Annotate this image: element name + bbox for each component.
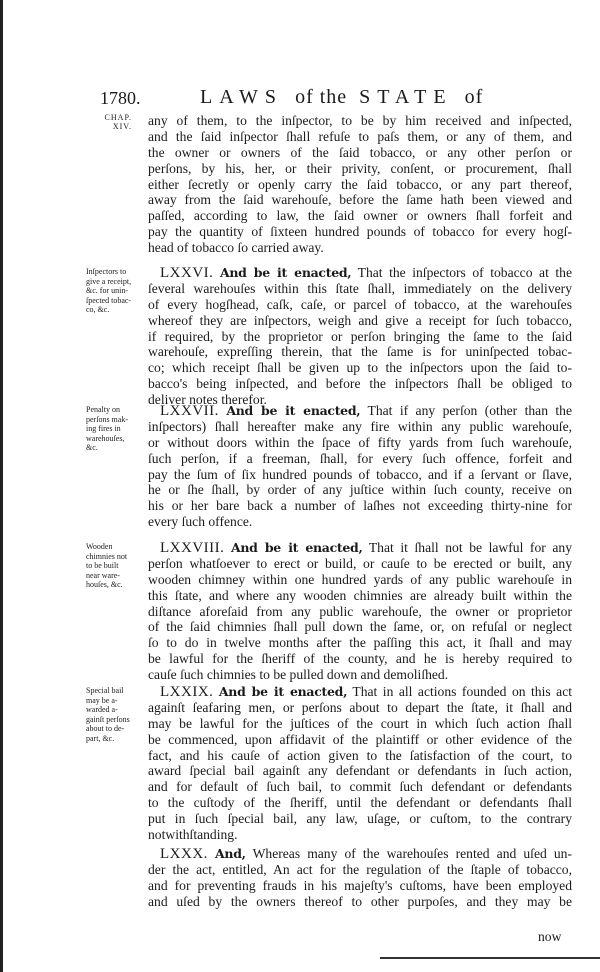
marginal-note-line: warded a- (86, 705, 118, 715)
section-text: That it ſhall not be lawful for any (368, 540, 572, 555)
text-line: to the cuſtody of the ſheriff, until the defendant or defendants ſhall (148, 795, 572, 811)
marginal-note-line: may be a- (86, 695, 118, 705)
marginal-note-line: gainſt perſons (86, 714, 130, 724)
text-line: award ſpecial bail againſt any defendant or defendants in ſuch action, (148, 763, 572, 779)
chapter-label (92, 113, 132, 131)
section-first-line (148, 265, 572, 281)
text-line: head of tobacco ſo carried away. (148, 240, 324, 256)
text-line: fact, and his cauſe of action given to the ſatisfaction of the court, to (148, 747, 572, 763)
marginal-note-line: Special bail (86, 686, 124, 695)
enacting-clause: And be it enacted, (219, 265, 352, 280)
text-line: whereof they are inſpectors, weigh and give a receipt for ſuch tobacco, (148, 312, 572, 328)
text-line: pay the quantity of ſixteen hundred pounds of tobacco for every hogſ- (148, 224, 572, 240)
text-line: of every hogſhead, caſk, caſe, or parcel of tobacco, at the warehouſes (148, 296, 572, 312)
text-line: ſeveral warehouſes within this ſtate ſhall, immediately on the delivery (148, 280, 572, 296)
text-line: warehouſe, expreſſing therein, that the ſame is for uninſpected tobac- (148, 344, 572, 360)
chapter-word: CHAP. (104, 113, 132, 122)
section-number: LXXVI. (160, 265, 214, 281)
text-line: ſuch perſon, if a freeman, ſhall, for every ſuch offence, forfeit and (148, 450, 572, 466)
text-line: paſſed, according to law, the ſaid owner or owners ſhall forfeit and (148, 208, 572, 224)
text-line: inſpectors) ſhall hereafter make any fire within any public warehouſe, (148, 418, 572, 434)
enacting-clause: And be it enacted, (231, 540, 363, 555)
text-line: and the ſaid inſpector ſhall refuſe to paſs them, or any of them, and (148, 128, 572, 144)
marginal-note-line: part, &c. (86, 733, 115, 743)
text-line: or without doors within the ſpace of fifty yards from ſuch warehouſe, (148, 434, 572, 450)
text-line: co; which receipt ſhall be given up to the inſpectors upon the ſaid to- (148, 360, 572, 376)
text-line: away from the ſaid warehouſe, before the ſame hath been viewed and (148, 192, 572, 208)
marginal-note-line: &c. for unin- (86, 286, 128, 296)
marginal-note-line: ſpected tobac- (86, 295, 132, 305)
section-first-line (148, 540, 572, 556)
text-line: either ſecretly or openly carry the ſaid tobacco, or any part thereof, (148, 176, 572, 192)
section-lxxvi (148, 265, 572, 408)
marginal-note (86, 686, 148, 744)
marginal-note-line: chimnies not (86, 551, 128, 561)
enacting-clause: And, (215, 846, 246, 861)
enacting-clause: And be it enacted, (226, 403, 361, 418)
marginal-note-line: &c. (86, 443, 98, 453)
text-line: and for default of ſuch bail, to commit ſuch defendant or defendants (148, 779, 572, 795)
text-line: every ſuch offence. (148, 514, 253, 530)
section-continued (148, 113, 572, 256)
marginal-note-line: perſons mak- (86, 414, 128, 424)
text-line: of the ſaid chimnies ſhall pull down the ſame, or, on refuſal or neglect (148, 619, 572, 635)
text-line: ſo to do in twelve months after the paſſing this act, it ſhall and may (148, 635, 572, 651)
marginal-note (86, 405, 148, 453)
running-title-laws: LAWS (200, 86, 284, 108)
marginal-note-line: co, &c. (86, 305, 110, 315)
text-line: put in ſuch ſpecial bail, any law, uſage, or cuſtom, to the contrary (148, 811, 572, 827)
text-line: wooden chimney within one hundred yards of any public warehouſe in (148, 571, 572, 587)
marginal-note-line: near ware- (86, 570, 120, 580)
text-line: der the act, entitled, An act for the regulation of the ſtaple of tobacco, (148, 861, 572, 877)
marginal-note (86, 542, 148, 590)
text-line: pay the ſum of ſix hundred pounds of tobacco, and if a ſervant or ſlave, (148, 466, 572, 482)
marginal-note-line: Penalty on (86, 405, 120, 414)
marginal-note-line: Wooden (86, 542, 113, 551)
scan-edge-bottom (380, 957, 600, 959)
marginal-note-line: ing fires in (86, 424, 121, 434)
text-line: diſtance aforeſaid from any public warehouſe, the owner or proprietor (148, 603, 572, 619)
section-lxxx (148, 846, 572, 910)
catchword: now (538, 929, 562, 944)
section-text: Whereas many of the warehouſes rented and uſed un- (252, 846, 572, 861)
marginal-note-line: houſes, &c. (86, 580, 123, 590)
section-first-line (148, 846, 572, 862)
section-text: That if any perſon (other than the (367, 403, 573, 418)
chapter-number: XIV. (112, 122, 132, 131)
text-line: his or her bare back a number of laſhes not exceeding thirty-nine for (148, 498, 572, 514)
text-line: any of them, to the inſpector, to be by him received and inſpected, (148, 113, 572, 128)
text-line: may be lawful for the juſtices of the court in which ſuch action ſhall (148, 715, 572, 731)
marginal-note-line: about to de- (86, 724, 125, 734)
text-line: if required, by the proprietor or perſon bringing the ſame to the ſaid (148, 328, 572, 344)
running-title-state: STATE (359, 86, 453, 108)
section-text: That the inſpectors of tobacco at the (357, 265, 572, 280)
running-title-ofthe: of the (295, 86, 348, 108)
text-line: notwithſtanding. (148, 827, 238, 843)
marginal-note-line: warehouſes, (86, 433, 125, 443)
text-line: he or ſhe ſhall, by order of any juſtice within ſuch county, receive on (148, 482, 572, 498)
text-line: bacco's being inſpected, and before the inſpectors ſhall be obliged to (148, 376, 572, 392)
text-line: perſons, by his, her, or their privity, conſent, or procurement, ſhall (148, 160, 572, 176)
marginal-note-line: to be built (86, 561, 119, 571)
section-first-line (148, 403, 572, 419)
section-number: LXXVIII. (160, 540, 225, 556)
marginal-note-line: give a receipt, (86, 276, 132, 286)
text-line: perſon whatſoever to erect or build, or cauſe to be erected or built, any (148, 555, 572, 571)
marginal-note (86, 267, 148, 315)
section-text: That in all actions founded on this act (352, 684, 572, 699)
section-first-line (148, 684, 572, 700)
section-number: LXXX. (160, 846, 208, 862)
enacting-clause: And be it enacted, (218, 684, 348, 699)
text-line: againſt ſeafaring men, or perſons about to depart the ſtate, it ſhall and (148, 699, 572, 715)
text-line: and uſed by the owners thereof to other purpoſes, and they may be (148, 893, 572, 909)
section-number: LXXVII. (160, 403, 219, 419)
running-title-of: of (464, 86, 484, 108)
section-lxxvii (148, 403, 572, 530)
text-line: cauſe ſuch chimnies to be pulled down and demoliſhed. (148, 667, 449, 683)
marginal-note-line: Inſpectors to (86, 267, 127, 276)
page-header (100, 86, 580, 110)
text-line: and for preventing frauds in his majeſty's cuſtoms, have been employed (148, 877, 572, 893)
text-line: this ſtate, and where any wooden chimnies are already built within the (148, 587, 572, 603)
section-number: LXXIX. (160, 684, 214, 700)
text-line: be lawful for the ſheriff of the county, and he is hereby required to (148, 651, 572, 667)
page-year: 1780. (100, 88, 141, 108)
running-title (200, 86, 483, 109)
text-line: be commenced, upon affidavit of the plaintiff or other evidence of the (148, 731, 572, 747)
scan-edge (0, 0, 3, 972)
section-lxxix (148, 684, 572, 843)
text-line: the owner or owners of the ſaid tobacco, or any other perſon or (148, 144, 572, 160)
text-line: deliver notes therefor. (148, 392, 267, 408)
section-lxxviii (148, 540, 572, 683)
